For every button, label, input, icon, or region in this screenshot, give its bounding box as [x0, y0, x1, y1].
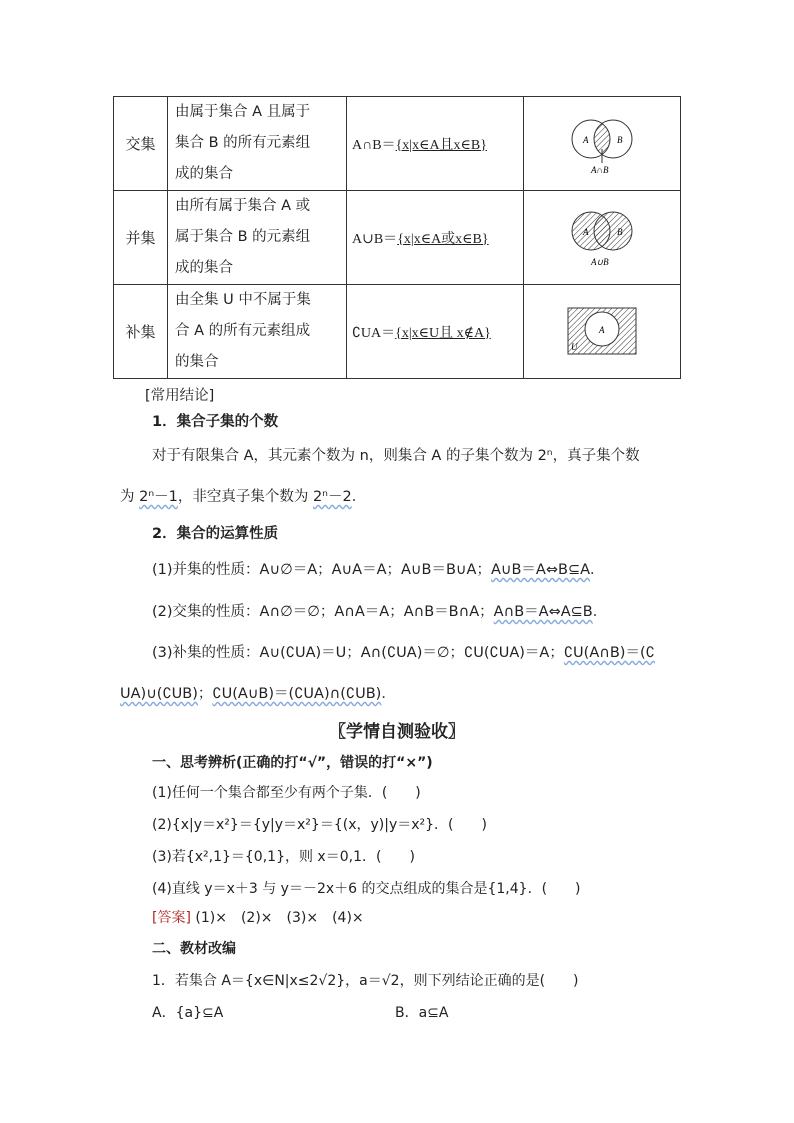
svg-text:A: A [583, 226, 589, 237]
property-complement: (3)补集的性质：A∪(∁UA)＝U；A∩(∁UA)＝∅；∁U(∁UA)＝A；∁U(A∩B)＝(∁ [152, 645, 655, 661]
svg-text:B: B [617, 226, 623, 237]
svg-text:A∩B: A∩B [591, 164, 609, 175]
complement-venn-diagram [524, 285, 681, 379]
section-title: 〖学情自测验收〗 [329, 722, 465, 742]
option-b: B．a⊆A [395, 1005, 449, 1021]
property-union: (1)并集的性质：A∪∅＝A；A∪A＝A；A∪B＝B∪A；A∪B＝A⇔B⊆A． [152, 562, 605, 578]
paragraph-line: 为 2ⁿ－1，非空真子集个数为 2ⁿ－2． [120, 489, 367, 505]
section-tag: [常用结论] [145, 388, 215, 404]
question-item: (2){x|y＝x²}＝{y|y＝x²}＝{(x，y)|y＝x²}．( ) [152, 817, 487, 833]
union-venn-diagram [524, 191, 681, 285]
row-formula: ∁UA＝{x|x∈U且 x∉A} [347, 285, 524, 379]
row-name: 补集 [114, 285, 168, 379]
table-row [114, 285, 681, 379]
row-formula: A∪B＝{x|x∈A或x∈B} [347, 191, 524, 285]
row-description: 由全集 U 中不属于集 合 A 的所有元素组成 的集合 [168, 285, 347, 379]
svg-text:A: A [583, 134, 589, 145]
question-heading: 一、思考辨析(正确的打“√”，错误的打“×”) [152, 755, 433, 771]
svg-text:A: A [599, 324, 605, 335]
section-heading: 二、教材改编 [152, 941, 236, 957]
svg-text:B: B [617, 134, 623, 145]
intersection-venn-diagram [524, 97, 681, 191]
question-item: (1)任何一个集合都至少有两个子集．( ) [152, 785, 421, 801]
problem-statement: 1．若集合 A＝{x∈N|x≤2√2}，a＝√2，则下列结论正确的是( ) [152, 973, 579, 989]
subsection-title: 1．集合子集的个数 [152, 414, 279, 430]
row-formula: A∩B＝{x|x∈A且x∈B} [347, 97, 524, 191]
question-item: (3)若{x²,1}＝{0,1}，则 x＝0,1．( ) [152, 849, 415, 865]
option-a: A．{a}⊆A [152, 1005, 224, 1021]
row-name: 交集 [114, 97, 168, 191]
question-item: (4)直线 y＝x＋3 与 y＝－2x＋6 的交点组成的集合是{1,4}．( ) [152, 881, 581, 897]
row-description: 由属于集合 A 且属于 集合 B 的所有元素组 成的集合 [168, 97, 347, 191]
answer-line: [答案] (1)× (2)× (3)× (4)× [152, 910, 364, 926]
row-description: 由所有属于集合 A 或 属于集合 B 的元素组 成的集合 [168, 191, 347, 285]
answer-tag: [答案] [152, 910, 191, 926]
svg-text:U: U [571, 341, 578, 352]
paragraph-line: 对于有限集合 A，其元素个数为 n，则集合 A 的子集个数为 2ⁿ，真子集个数 [152, 448, 640, 464]
table-row [114, 191, 681, 285]
svg-text:A∪B: A∪B [591, 256, 609, 267]
property-complement-cont: UA)∪(∁UB)；∁U(A∪B)＝(∁UA)∩(∁UB)． [120, 686, 396, 702]
property-intersection: (2)交集的性质：A∩∅＝∅；A∩A＝A；A∩B＝B∩A；A∩B＝A⇔A⊆B． [152, 604, 608, 620]
table-row [114, 97, 681, 191]
subsection-title: 2．集合的运算性质 [152, 526, 279, 542]
row-name: 并集 [114, 191, 168, 285]
set-operations-table [113, 96, 681, 379]
